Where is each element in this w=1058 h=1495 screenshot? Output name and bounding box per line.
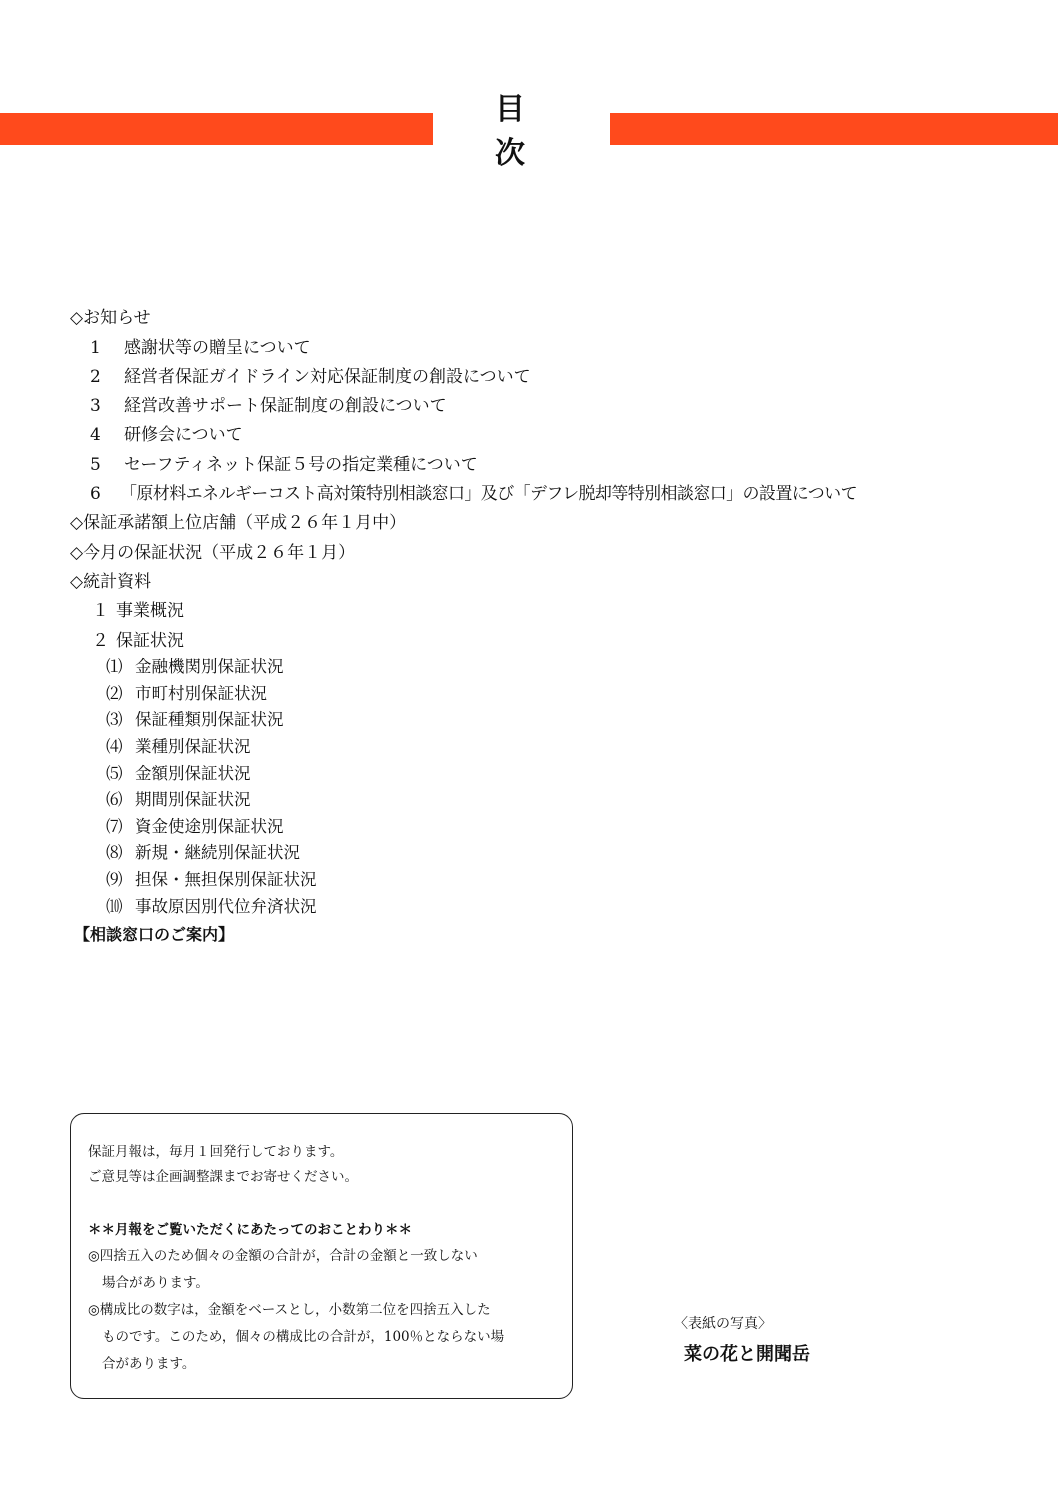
- toc-subitem[interactable]: [106, 895, 317, 919]
- notice-rounding-note-cont: 場合があります。: [102, 1275, 209, 1291]
- toc-subitem-number: ⑺: [106, 817, 123, 836]
- cover-photo-title: 菜の花と開聞岳: [684, 1344, 810, 1365]
- toc-subitem-label: 新規・継続別保証状況: [135, 843, 300, 862]
- title-band-right: [610, 113, 1058, 145]
- toc-subitem[interactable]: [106, 762, 251, 786]
- toc-item-number: 3: [90, 396, 101, 416]
- toc-subitem-label: 業種別保証状況: [135, 737, 251, 756]
- toc-item-label: 経営者保証ガイドライン対応保証制度の創設について: [124, 367, 531, 387]
- toc-item-number: 4: [90, 425, 101, 445]
- toc-subitem-number: ⑷: [106, 737, 123, 756]
- toc-item-notice-3[interactable]: [90, 394, 447, 418]
- toc-section-label: 事業概況: [116, 601, 184, 621]
- toc-subitem-number: ⑽: [106, 897, 123, 916]
- toc-subitem-label: 市町村別保証状況: [135, 684, 267, 703]
- toc-subitem-label: 金融機関別保証状況: [135, 657, 284, 676]
- toc-subitem-label: 事故原因別代位弁済状況: [135, 897, 317, 916]
- title-bar: [0, 92, 1058, 171]
- toc-item-number: 6: [90, 484, 101, 504]
- toc-section-number: ２: [92, 631, 109, 651]
- toc-subitem[interactable]: [106, 708, 284, 732]
- toc-item-notice-5[interactable]: [90, 453, 478, 477]
- toc-subitem-number: ⑴: [106, 657, 123, 676]
- toc-item-notice-1[interactable]: [90, 336, 311, 360]
- toc-item-label: 研修会について: [124, 425, 243, 445]
- toc-subitem[interactable]: [106, 682, 267, 706]
- toc-item-number: 2: [90, 367, 101, 387]
- page-title: 目次: [495, 92, 587, 171]
- toc-subitem-label: 担保・無担保別保証状況: [135, 870, 317, 889]
- notice-box: [70, 1113, 573, 1399]
- toc-item-label: 経営改善サポート保証制度の創設について: [124, 396, 447, 416]
- toc-subitem-number: ⑵: [106, 684, 123, 703]
- toc-item-label: セーフティネット保証５号の指定業種について: [124, 455, 478, 475]
- toc-subitem[interactable]: [106, 655, 284, 679]
- toc-item-number: 5: [90, 455, 101, 475]
- toc-subitem[interactable]: [106, 735, 251, 759]
- toc-subitem[interactable]: [106, 868, 317, 892]
- toc-heading-consultation[interactable]: 【相談窓口のご案内】: [74, 925, 235, 944]
- notice-disclaimer-title: ＊＊月報をご覧いただくにあたってのおことわり＊＊: [88, 1222, 412, 1238]
- notice-ratio-note: ◎構成比の数字は，金額をベースとし，小数第二位を四捨五入した: [88, 1302, 491, 1318]
- toc-subitem-number: ⑶: [106, 710, 123, 729]
- toc-section-guarantee-status[interactable]: [92, 629, 184, 653]
- toc-subitem-label: 保証種類別保証状況: [135, 710, 284, 729]
- toc-heading-top-branches[interactable]: ◇保証承諾額上位店舗（平成２６年１月中）: [70, 513, 407, 533]
- toc-item-notice-2[interactable]: [90, 365, 531, 389]
- toc-item-notice-4[interactable]: [90, 423, 243, 447]
- notice-ratio-note-cont: ものです。このため，個々の構成比の合計が，100％とならない場: [102, 1329, 505, 1345]
- toc-subitem[interactable]: [106, 788, 251, 812]
- toc-subitem[interactable]: [106, 841, 300, 865]
- toc-subitem-number: ⑻: [106, 843, 123, 862]
- toc-section-number: １: [92, 601, 109, 621]
- toc-subitem-number: ⑸: [106, 764, 123, 783]
- title-band-left: [0, 113, 433, 145]
- toc-subitem-label: 金額別保証状況: [135, 764, 251, 783]
- toc-item-label: 「原材料エネルギーコスト高対策特別相談窓口」及び「デフレ脱却等特別相談窓口」の設置について: [120, 484, 857, 504]
- toc-subitem-label: 期間別保証状況: [135, 790, 251, 809]
- toc-item-notice-6[interactable]: [90, 482, 857, 506]
- toc-subitem-number: ⑼: [106, 870, 123, 889]
- toc-item-number: 1: [90, 338, 101, 358]
- toc-subitem-number: ⑹: [106, 790, 123, 809]
- toc-heading-monthly-status[interactable]: ◇今月の保証状況（平成２６年１月）: [70, 543, 356, 563]
- toc-subitem[interactable]: [106, 815, 284, 839]
- toc-item-label: 感謝状等の贈呈について: [124, 338, 311, 358]
- notice-feedback-text: ご意見等は企画調整課までお寄せください。: [88, 1169, 358, 1185]
- toc-section-label: 保証状況: [116, 631, 184, 651]
- notice-ratio-note-end: 合があります。: [102, 1356, 196, 1372]
- notice-rounding-note: ◎四捨五入のため個々の金額の合計が，合計の金額と一致しない: [88, 1248, 478, 1264]
- cover-photo-caption: 〈表紙の写真〉: [674, 1316, 772, 1332]
- toc-subitem-label: 資金使途別保証状況: [135, 817, 284, 836]
- notice-publication-text: 保証月報は，毎月１回発行しております。: [88, 1144, 344, 1160]
- toc-section-business-overview[interactable]: [92, 599, 184, 623]
- toc-heading-statistics[interactable]: ◇統計資料: [70, 572, 152, 592]
- toc-heading-notices[interactable]: ◇お知らせ: [70, 308, 151, 328]
